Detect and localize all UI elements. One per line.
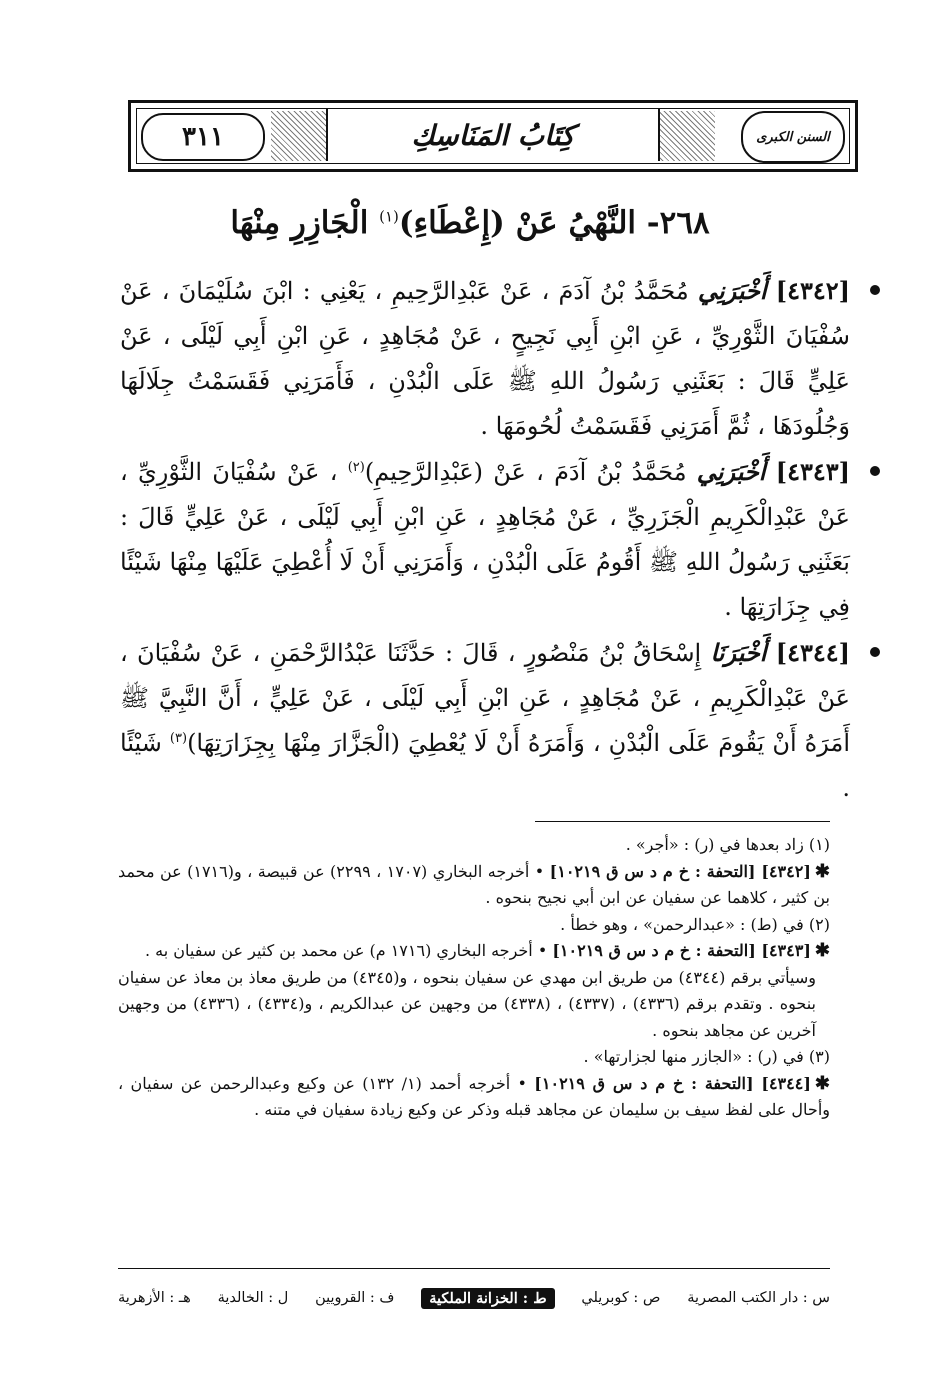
hadith-text: مُحَمَّدُ بْنُ آدَمَ ، عَنْ عَبْدِالرَّحِيمِ ، يَعْنِي : ابْنَ سُلَيْمَانَ ، عَنْ سُفْيَانَ الثَّوْرِيِّ ، عَنِ ابْنِ أَبِي نَجِيحٍ ، عَنْ مُجَاهِدٍ ، عَنِ ابْنِ أَبِي لَيْلَى ، عَنْ عَلِيٍّ قَالَ : بَعَثَنِي رَسُولُ اللهِ ﷺ عَلَى الْبُدْنِ ، فَأَمَرَنِي فَقَسَمْتُ جِلَالَهَا وَجُلُودَهَا ، ثُمَّ أَمَرَنِي فَقَسَمْتُ لُحُومَهَا .	[120, 277, 850, 440]
bullet-icon	[870, 647, 880, 657]
hadith-number: [٤٣٤٤]	[775, 638, 850, 667]
legend-item-sad: ص : كوبريلي	[581, 1290, 661, 1306]
takhrij-text: • أخرجه أحمد (١/ ١٣٢) عن وكيع وعبدالرحمن عن سفيان ، وأحال على لفظ سيف بن سليمان عن مجاهد قبله وذكر عن وكيع زيادة سفيان في متنه .	[118, 1073, 830, 1119]
footnote-mark: (٢)	[347, 460, 365, 475]
hadith-4343	[120, 449, 850, 630]
takhrij-text: • أخرجه البخاري (١٧٠٧ ، ٢٢٩٩) عن قبيصة ، و(١٧١٦) عن محمد بن كثير ، كلاهما عن سفيان عن ابن أبي نجيح بنحوه .	[118, 861, 830, 907]
hadith-text-after: ، عَنْ سُفْيَانَ الثَّوْرِيِّ ، عَنْ عَبْدِالْكَرِيمِ الْجَزَرِيِّ ، عَنْ مُجَاهِدٍ ، عَنِ ابْنِ أَبِي لَيْلَى ، عَنْ عَلِيٍّ قَالَ : بَعَثَنِي رَسُولُ اللهِ ﷺ أَقُومُ عَلَى الْبُدْنِ ، وَأَمَرَنِي أَنْ لَا أُعْطِيَ عَلَيْهَا مِنْهَا شَيْئًا فِي جِزَارَتِهَا .	[120, 458, 850, 621]
hadith-body	[120, 268, 850, 811]
takhrij-4344	[118, 1071, 830, 1124]
footnote-3: (٣) في (ر) : «الجازر منها لجزارتها» .	[583, 1047, 830, 1066]
book-logo	[741, 111, 845, 163]
hadith-number: [٤٣٤٣]	[775, 457, 850, 486]
tuhfa-ref: [٤٣٤٣] [التحفة : خ م د س ق ١٠٢١٩]	[552, 941, 811, 960]
hadith-text: مُحَمَّدُ بْنُ آدَمَ ، عَنْ (عَبْدِالرَّحِيمِ)	[364, 458, 687, 486]
hadith-4342	[120, 268, 850, 449]
footnotes	[118, 832, 830, 1124]
asterisk-icon: ✱	[814, 940, 830, 961]
book-logo-text: السنن الكبرى	[756, 129, 830, 145]
footnote-2: (٢) في (ط) : «عبدالرحمن» ، وهو خطأ .	[560, 914, 830, 934]
hadith-akhbar: أَخْبَرَنِي	[697, 276, 767, 305]
footnote-mark: (٣)	[169, 731, 188, 746]
hadith-akhbar: أَخْبَرَنِي	[696, 457, 766, 486]
book-title: كِتَابُ المَنَاسِكِ	[411, 118, 575, 152]
legend-item-ha: هـ : الأزهرية	[118, 1290, 191, 1306]
chapter-title	[120, 205, 820, 241]
bullet-icon	[870, 285, 880, 295]
legend-item-ta: ط : الخزانة الملكية	[421, 1288, 554, 1309]
footnote-1: (١) زاد بعدها في (ر) : «أجر» .	[625, 835, 830, 854]
legend-item-s: س : دار الكتب المصرية	[687, 1290, 830, 1306]
takhrij-text: • أخرجه البخاري (١٧١٦ م) عن محمد بن كثير عن سفيان به .	[144, 941, 548, 960]
page-number-frame	[141, 113, 265, 161]
manuscript-legend	[118, 1284, 830, 1312]
book-title-frame	[326, 109, 660, 161]
asterisk-icon: ✱	[814, 860, 830, 882]
takhrij-4343	[118, 938, 830, 965]
hadith-akhbar: أَخْبَرَنَا	[710, 638, 767, 667]
hadith-number: [٤٣٤٢]	[775, 276, 850, 305]
chapter-title-end: الْجَازِرِ مِنْهَا	[230, 205, 380, 241]
takhrij-4343-more: وسيأتي برقم (٤٣٤٤) من طريق ابن مهدي عن سفيان بنحوه ، و(٤٣٤٥) من طريق معاذ بن معاذ عن سفيان بنحوه . وتقدم برقم (٤٣٣٦) ، (٤٣٣٧) ، (٤٣٣٨) من وجهين عن عبدالكريم ، و(٤٣٣٤) ، (٤٣٣٦) من وجهين آخرين عن مجاهد بنحوه .	[118, 967, 817, 1040]
hadith-text: إِسْحَاقُ بْنُ مَنْصُورٍ ، قَالَ : حَدَّثَنَا عَبْدُالرَّحْمَنِ ، عَنْ سُفْيَانَ ، عَنْ عَبْدِالْكَرِيمِ ، عَنْ مُجَاهِدٍ ، عَنِ ابْنِ أَبِي لَيْلَى ، عَنْ عَلِيٍّ ، أَنَّ النَّبِيَّ ﷺ أَمَرَهُ أَنْ يَقُومَ عَلَى الْبُدْنِ ، وَأَمَرَهُ أَنْ لَا يُعْطِيَ (الْجَزَّارَ مِنْهَا بِجِزَارَتِهَا)	[120, 639, 850, 757]
asterisk-icon: ✱	[814, 1072, 830, 1094]
hadith-text-after: شَيْئًا .	[120, 729, 850, 802]
bullet-icon	[870, 466, 880, 476]
legend-item-fa: ف : القرويين	[315, 1290, 395, 1306]
tuhfa-ref: [٤٣٤٢] [التحفة : خ م د س ق ١٠٢١٩]	[549, 861, 811, 881]
page-header	[128, 100, 858, 172]
chapter-title-text: ٢٦٨- النَّهْيُ عَنْ (إِعْطَاءِ)	[398, 205, 710, 241]
hadith-4344	[120, 630, 850, 811]
page-number: ٣١١	[182, 122, 224, 152]
tuhfa-ref: [٤٣٤٤] [التحفة : خ م د س ق ١٠٢١٩]	[534, 1073, 811, 1093]
footnote-separator	[535, 821, 830, 822]
takhrij-4342	[118, 859, 830, 912]
legend-item-lam: ل : الخالدية	[217, 1290, 289, 1306]
chapter-footnote-mark: (١)	[379, 207, 399, 226]
legend-separator	[118, 1268, 830, 1269]
